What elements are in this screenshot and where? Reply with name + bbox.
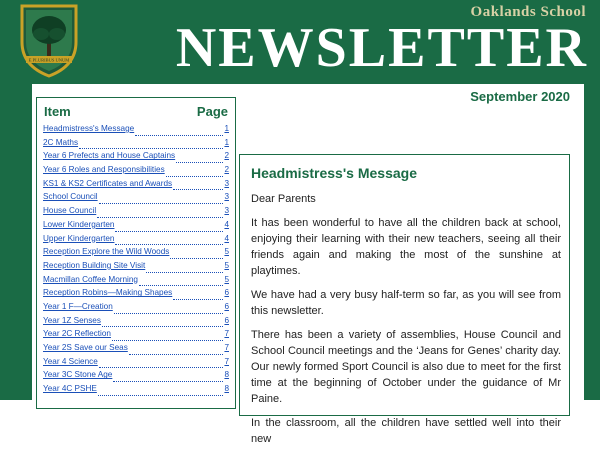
toc-link-label[interactable]: 2C Maths [43, 137, 79, 147]
toc-page-heading: Page [196, 104, 228, 119]
toc-link-page[interactable]: 6 [224, 288, 229, 298]
toc-leader-dots [173, 188, 223, 190]
right-border [584, 84, 600, 400]
left-border [0, 84, 32, 400]
headmistress-message [239, 154, 570, 445]
toc-link-page[interactable]: 7 [224, 329, 229, 339]
toc-link[interactable] [43, 247, 229, 261]
toc-link-label[interactable]: KS1 & KS2 Certificates and Awards [43, 178, 173, 188]
toc-link-label[interactable]: Macmillan Coffee Morning [43, 274, 138, 284]
toc-link[interactable] [43, 357, 229, 371]
toc-leader-dots [135, 134, 223, 136]
toc-link-label[interactable]: Reception Building Site Visit [43, 260, 146, 270]
toc-link-page[interactable]: 2 [224, 151, 229, 161]
toc-link[interactable] [43, 288, 229, 302]
toc-leader-dots [99, 202, 224, 204]
toc-link-label[interactable]: Year 4C PSHE [43, 384, 97, 394]
toc-link[interactable] [43, 124, 229, 138]
toc-link-label[interactable]: Year 2C Reflection [43, 329, 111, 339]
toc-link-label[interactable]: Reception Explore the Wild Woods [43, 247, 170, 257]
toc-leader-dots [113, 380, 223, 382]
toc-link[interactable] [43, 138, 229, 152]
toc-link[interactable] [43, 261, 229, 275]
toc-leader-dots [114, 312, 224, 314]
table-of-contents [36, 97, 236, 409]
toc-leader-dots [170, 257, 223, 259]
toc-item-heading: Item [44, 104, 71, 119]
toc-link-page[interactable]: 2 [224, 165, 229, 175]
article-paragraph: There has been a variety of assemblies, House Council and School Council meetings and the ‘Jeans for Genes’ charity day. Our newly formed Sport Council is also due to meet for the first time at the beginning of October under the guidance of Mr Paine. [251, 329, 561, 405]
toc-link-label[interactable]: House Council [43, 206, 97, 216]
article-paragraph: Dear Parents [251, 193, 316, 205]
toc-link-page[interactable]: 4 [224, 233, 229, 243]
toc-leader-dots [173, 298, 223, 300]
article-paragraph: We have had a very busy half-term so far, as you will see from this newsletter. [251, 289, 561, 317]
toc-link-page[interactable]: 3 [224, 192, 229, 202]
toc-leader-dots [102, 325, 223, 327]
toc-link-page[interactable]: 5 [224, 260, 229, 270]
toc-leader-dots [176, 161, 223, 163]
article-title: Headmistress's Message [251, 165, 417, 181]
toc-link[interactable] [43, 275, 229, 289]
toc-link-label[interactable]: Year 6 Roles and Responsibilities [43, 165, 165, 175]
toc-leader-dots [166, 175, 224, 177]
toc-link-page[interactable]: 7 [224, 343, 229, 352]
toc-link[interactable] [43, 316, 229, 330]
toc-leader-dots [146, 271, 223, 273]
toc-link-label[interactable]: Upper Kindergarten [43, 233, 115, 243]
school-name: Oaklands School [470, 4, 586, 20]
article-paragraph: It has been wonderful to have all the children back at school, enjoying their learning with their new teachers, seeing all their friends again and making the most of the sunshine at playtimes. [251, 217, 561, 277]
toc-list [43, 124, 229, 398]
toc-leader-dots [115, 243, 223, 245]
toc-link[interactable] [43, 234, 229, 248]
toc-link[interactable] [43, 151, 229, 165]
toc-link-page[interactable]: 4 [224, 219, 229, 229]
toc-link[interactable] [43, 302, 229, 316]
toc-link-page[interactable]: 8 [224, 370, 229, 380]
toc-leader-dots [99, 366, 224, 368]
toc-link-page[interactable]: 3 [224, 206, 229, 216]
toc-link[interactable] [43, 329, 229, 343]
toc-link[interactable] [43, 179, 229, 193]
toc-link-page[interactable]: 7 [224, 356, 229, 366]
toc-link-page[interactable]: 5 [224, 247, 229, 257]
toc-leader-dots [115, 230, 223, 232]
toc-link-page[interactable]: 3 [224, 178, 229, 188]
toc-leader-dots [79, 147, 223, 149]
issue-date: September 2020 [470, 89, 570, 104]
toc-link[interactable] [43, 206, 229, 220]
toc-link-page[interactable]: 5 [224, 274, 229, 284]
newsletter-title: NEWSLETTER [175, 17, 588, 79]
toc-leader-dots [97, 216, 223, 218]
article-body [251, 191, 561, 455]
toc-link-label[interactable]: Year 4 Science [43, 356, 98, 366]
toc-link-label[interactable]: Year 1Z Senses [43, 315, 101, 325]
school-crest-icon [18, 2, 80, 78]
toc-link[interactable] [43, 384, 229, 398]
toc-leader-dots [112, 339, 223, 341]
toc-link-page[interactable]: 6 [224, 315, 229, 325]
toc-link-label[interactable]: Headmistress's Message [43, 124, 135, 133]
toc-link[interactable] [43, 220, 229, 234]
toc-leader-dots [98, 394, 224, 396]
article-paragraph: In the classroom, all the children have settled well into their new [251, 417, 561, 445]
toc-leader-dots [139, 284, 223, 286]
toc-link-label[interactable]: Year 6 Prefects and House Captains [43, 151, 176, 161]
toc-link[interactable] [43, 370, 229, 384]
toc-link-label[interactable]: Reception Robins—Making Shapes [43, 288, 173, 298]
toc-link-label[interactable]: School Council [43, 192, 98, 202]
toc-link-page[interactable]: 1 [224, 137, 229, 147]
toc-link-page[interactable]: 6 [224, 301, 229, 311]
toc-link-page[interactable]: 1 [224, 124, 229, 133]
toc-link-label[interactable]: Lower Kindergarten [43, 219, 115, 229]
toc-leader-dots [129, 353, 224, 355]
toc-link[interactable] [43, 192, 229, 206]
toc-link-label[interactable]: Year 3C Stone Age [43, 370, 113, 380]
toc-link[interactable] [43, 165, 229, 179]
toc-link-page[interactable]: 8 [224, 384, 229, 394]
masthead [0, 0, 600, 84]
toc-link[interactable] [43, 343, 229, 357]
toc-link-label[interactable]: Year 2S Save our Seas [43, 343, 128, 352]
toc-header [43, 104, 229, 122]
toc-link-label[interactable]: Year 1 F—Creation [43, 301, 113, 311]
crest-motto: E PLURIBUS UNUM [28, 57, 70, 63]
